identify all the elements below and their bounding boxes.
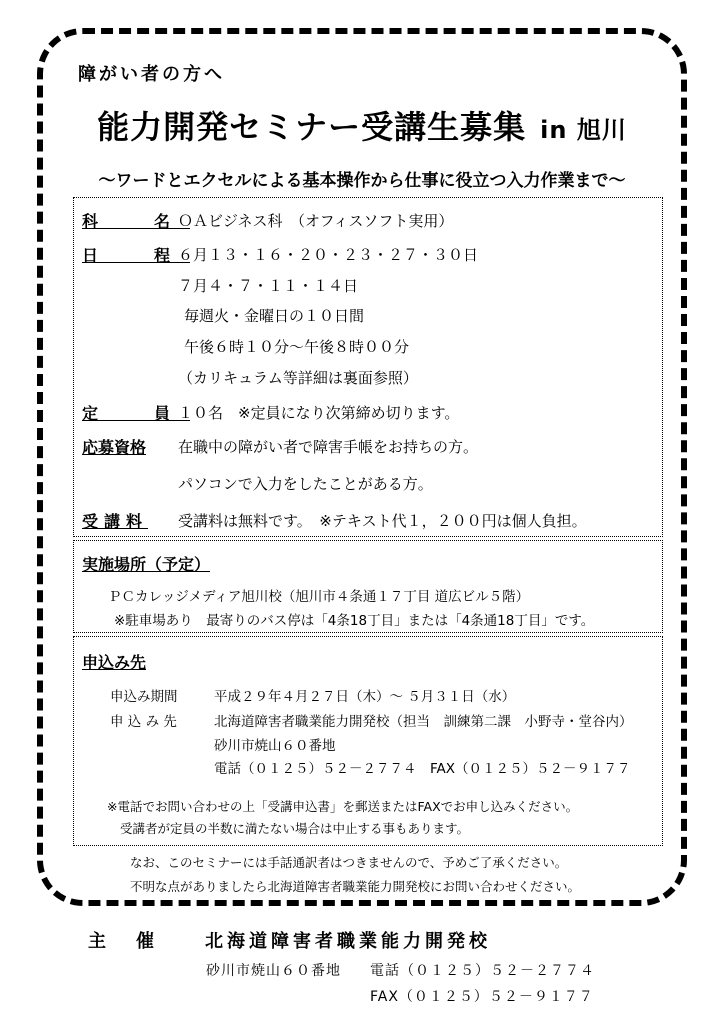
organizer-address: 砂川市焼山６０番地 bbox=[206, 963, 341, 979]
application-destination-label: 申 込 み 先 bbox=[110, 714, 177, 730]
organizer-fax: FAX（０１２５）５２－９１７７ bbox=[370, 989, 594, 1005]
application-period-value: 平成２９年４月２７日（木）～ ５月３１日（水） bbox=[214, 689, 516, 705]
organizer-name: 北海道障害者職業能力開発校 bbox=[205, 931, 491, 952]
organizer-label: 主 催 bbox=[88, 931, 160, 952]
course-details-box bbox=[73, 197, 663, 537]
schedule-line-3: 毎週火・金曜日の１０日間 bbox=[184, 307, 365, 325]
schedule-line-1: ６月１３・１６・２０・２３・２７・３０日 bbox=[178, 246, 479, 264]
schedule-line-2: ７月４・７・１１・１４日 bbox=[178, 277, 359, 295]
capacity-value: １０名 ※定員になり次第締め切ります。 bbox=[178, 404, 460, 422]
venue-box bbox=[73, 540, 663, 633]
sign-language-notice: なお、このセミナーには手話通訳者はつきませんので、予めご了承ください。 bbox=[130, 855, 568, 870]
page-subtitle: ～ワードとエクセルによる基本操作から仕事に役立つ入力作業まで～ bbox=[98, 171, 626, 191]
application-label: 申込み先 bbox=[82, 653, 147, 672]
inquiry-notice: 不明な点がありましたら北海道障害者職業能力開発校にお問い合わせください。 bbox=[130, 879, 581, 894]
course-name-label: 科 名 bbox=[82, 212, 191, 231]
venue-line-2: ※駐車場あり 最寄りのバス停は「4条18丁目」または「4条通18丁目」です。 bbox=[114, 613, 595, 629]
eligibility-line-1: 在職中の障がい者で障害手帳をお持ちの方。 bbox=[178, 438, 479, 456]
application-note-1: ※電話でお問い合わせの上「受講申込書」を郵送またはFAXでお申し込みください。 bbox=[107, 799, 579, 814]
target-audience-heading: 障がい者の方へ bbox=[78, 64, 225, 85]
course-name-value: ＯＡビジネス科 （オフィスソフト実用） bbox=[178, 212, 454, 230]
application-box bbox=[73, 636, 663, 846]
fee-label: 受講料 bbox=[82, 512, 149, 531]
title-location: in 旭川 bbox=[540, 116, 627, 144]
application-destination-line-1: 北海道障害者職業能力開発校（担当 訓練第二課 小野寺・堂谷内） bbox=[214, 714, 633, 730]
schedule-line-4: 午後６時１０分～午後８時００分 bbox=[184, 338, 410, 356]
application-note-2: 受講者が定員の半数に満たない場合は中止する事もあります。 bbox=[120, 821, 470, 836]
application-period-label: 申込み期間 bbox=[110, 689, 178, 705]
page-title bbox=[0, 102, 724, 148]
title-main: 能力開発セミナー受講生募集 bbox=[97, 108, 527, 146]
capacity-label: 定 員 bbox=[82, 404, 191, 423]
application-contact-line: 電話（０１２５）５２－２７７４ FAX（０１２５）５２－９１７７ bbox=[214, 761, 631, 777]
organizer-phone: 電話（０１２５）５２－２７７４ bbox=[370, 963, 595, 979]
venue-label: 実施場所（予定） bbox=[82, 555, 211, 574]
eligibility-line-2: パソコンで入力をしたことがある方。 bbox=[178, 475, 433, 493]
application-destination-line-2: 砂川市焼山６０番地 bbox=[214, 738, 336, 754]
schedule-label: 日 程 bbox=[82, 246, 191, 265]
eligibility-label: 応募資格 bbox=[82, 438, 147, 457]
fee-value: 受講料は無料です。 ※テキスト代１，２００円は個人負担。 bbox=[178, 512, 587, 530]
venue-line-1: ＰＣカレッジメディア旭川校（旭川市４条通１７丁目 道広ビル５階） bbox=[108, 589, 530, 605]
schedule-line-5: （カリキュラム等詳細は裏面参照） bbox=[178, 369, 418, 387]
